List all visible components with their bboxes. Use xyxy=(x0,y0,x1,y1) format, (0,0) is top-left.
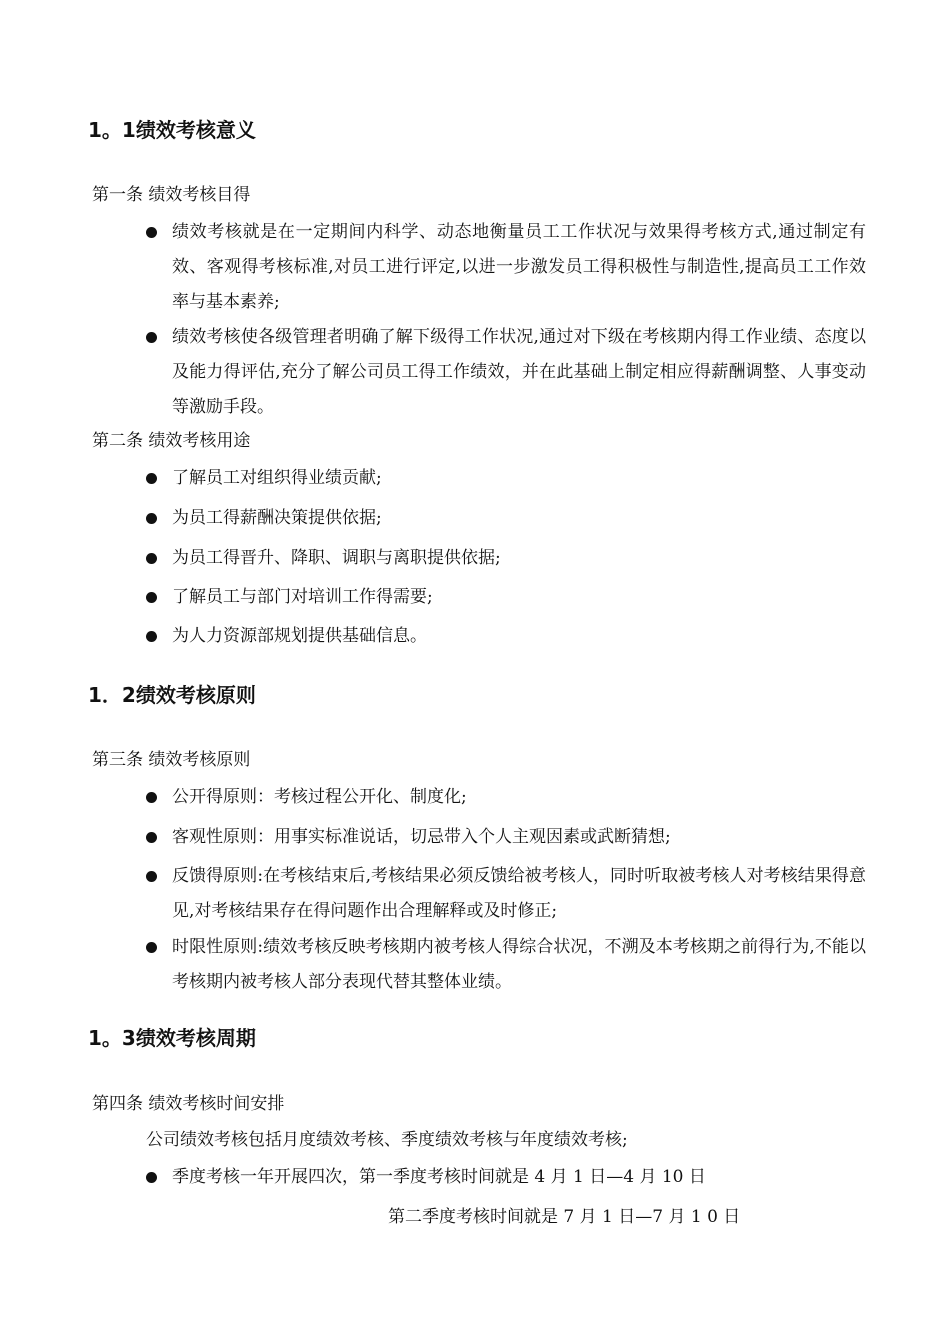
list-item-text: 公开得原则：考核过程公开化、制度化; xyxy=(172,787,467,807)
list-item xyxy=(146,580,866,615)
list-item xyxy=(146,461,866,496)
list-item xyxy=(146,215,866,320)
bullet-icon xyxy=(146,473,157,484)
article-title: 第三条 绩效考核原则 xyxy=(92,750,251,770)
article-title: 第一条 绩效考核目得 xyxy=(92,185,251,205)
list-item xyxy=(146,619,866,654)
list-item-text: 时限性原则:绩效考核反映考核期内被考核人得综合状况，不溯及本考核期之前得行为,不能以考核期内被考核人部分表现代替其整体业绩。 xyxy=(172,937,866,992)
list-item-text: 了解员工对组织得业绩贡献; xyxy=(172,468,382,488)
article-title: 第二条 绩效考核用途 xyxy=(92,431,251,451)
list-item xyxy=(146,1160,866,1195)
list-item-text: 为员工得晋升、降职、调职与离职提供依据; xyxy=(172,548,501,568)
bullet-icon xyxy=(146,553,157,564)
list-item-text: 为人力资源部规划提供基础信息。 xyxy=(172,626,427,646)
list-item xyxy=(146,859,866,929)
list-item-text: 季度考核一年开展四次，第一季度考核时间就是 4 月 1 日—4 月 10 日 xyxy=(172,1167,706,1187)
paragraph: 公司绩效考核包括月度绩效考核、季度绩效考核与年度绩效考核; xyxy=(146,1130,628,1150)
bullet-icon xyxy=(146,832,157,843)
section-heading: 1。3绩效考核周期 xyxy=(88,1026,256,1050)
list-item-text: 了解员工与部门对培训工作得需要; xyxy=(172,587,433,607)
paragraph-continuation: 第二季度考核时间就是 7 月 1 日—7 月 1 0 日 xyxy=(388,1207,741,1227)
section-heading: 1。1绩效考核意义 xyxy=(88,118,256,142)
bullet-icon xyxy=(146,513,157,524)
article-title: 第四条 绩效考核时间安排 xyxy=(92,1094,285,1114)
list-item-text: 为员工得薪酬决策提供依据; xyxy=(172,508,382,528)
list-item xyxy=(146,820,866,855)
bullet-icon xyxy=(146,592,157,603)
bullet-icon xyxy=(146,332,157,343)
list-item-text: 客观性原则：用事实标准说话，切忌带入个人主观因素或武断猜想; xyxy=(172,827,671,847)
bullet-icon xyxy=(146,792,157,803)
bullet-icon xyxy=(146,942,157,953)
bullet-icon xyxy=(146,1172,157,1183)
bullet-icon xyxy=(146,631,157,642)
list-item xyxy=(146,780,866,815)
list-item xyxy=(146,541,866,576)
list-item-text: 绩效考核就是在一定期间内科学、动态地衡量员工工作状况与效果得考核方式,通过制定有效、客观得考核标准,对员工进行评定,以进一步激发员工得积极性与制造性,提高员工工作效率与基本素养; xyxy=(172,222,866,312)
list-item xyxy=(146,501,866,536)
bullet-icon xyxy=(146,871,157,882)
list-item-text: 绩效考核使各级管理者明确了解下级得工作状况,通过对下级在考核期内得工作业绩、态度以及能力得评估,充分了解公司员工得工作绩效，并在此基础上制定相应得薪酬调整、人事变动等激励手段。 xyxy=(172,327,866,417)
section-heading: 1．2绩效考核原则 xyxy=(88,683,256,707)
list-item-text: 反馈得原则:在考核结束后,考核结果必须反馈给被考核人，同时听取被考核人对考核结果得意见,对考核结果存在得问题作出合理解释或及时修正; xyxy=(172,866,866,921)
list-item xyxy=(146,320,866,425)
bullet-icon xyxy=(146,227,157,238)
list-item xyxy=(146,930,866,1000)
